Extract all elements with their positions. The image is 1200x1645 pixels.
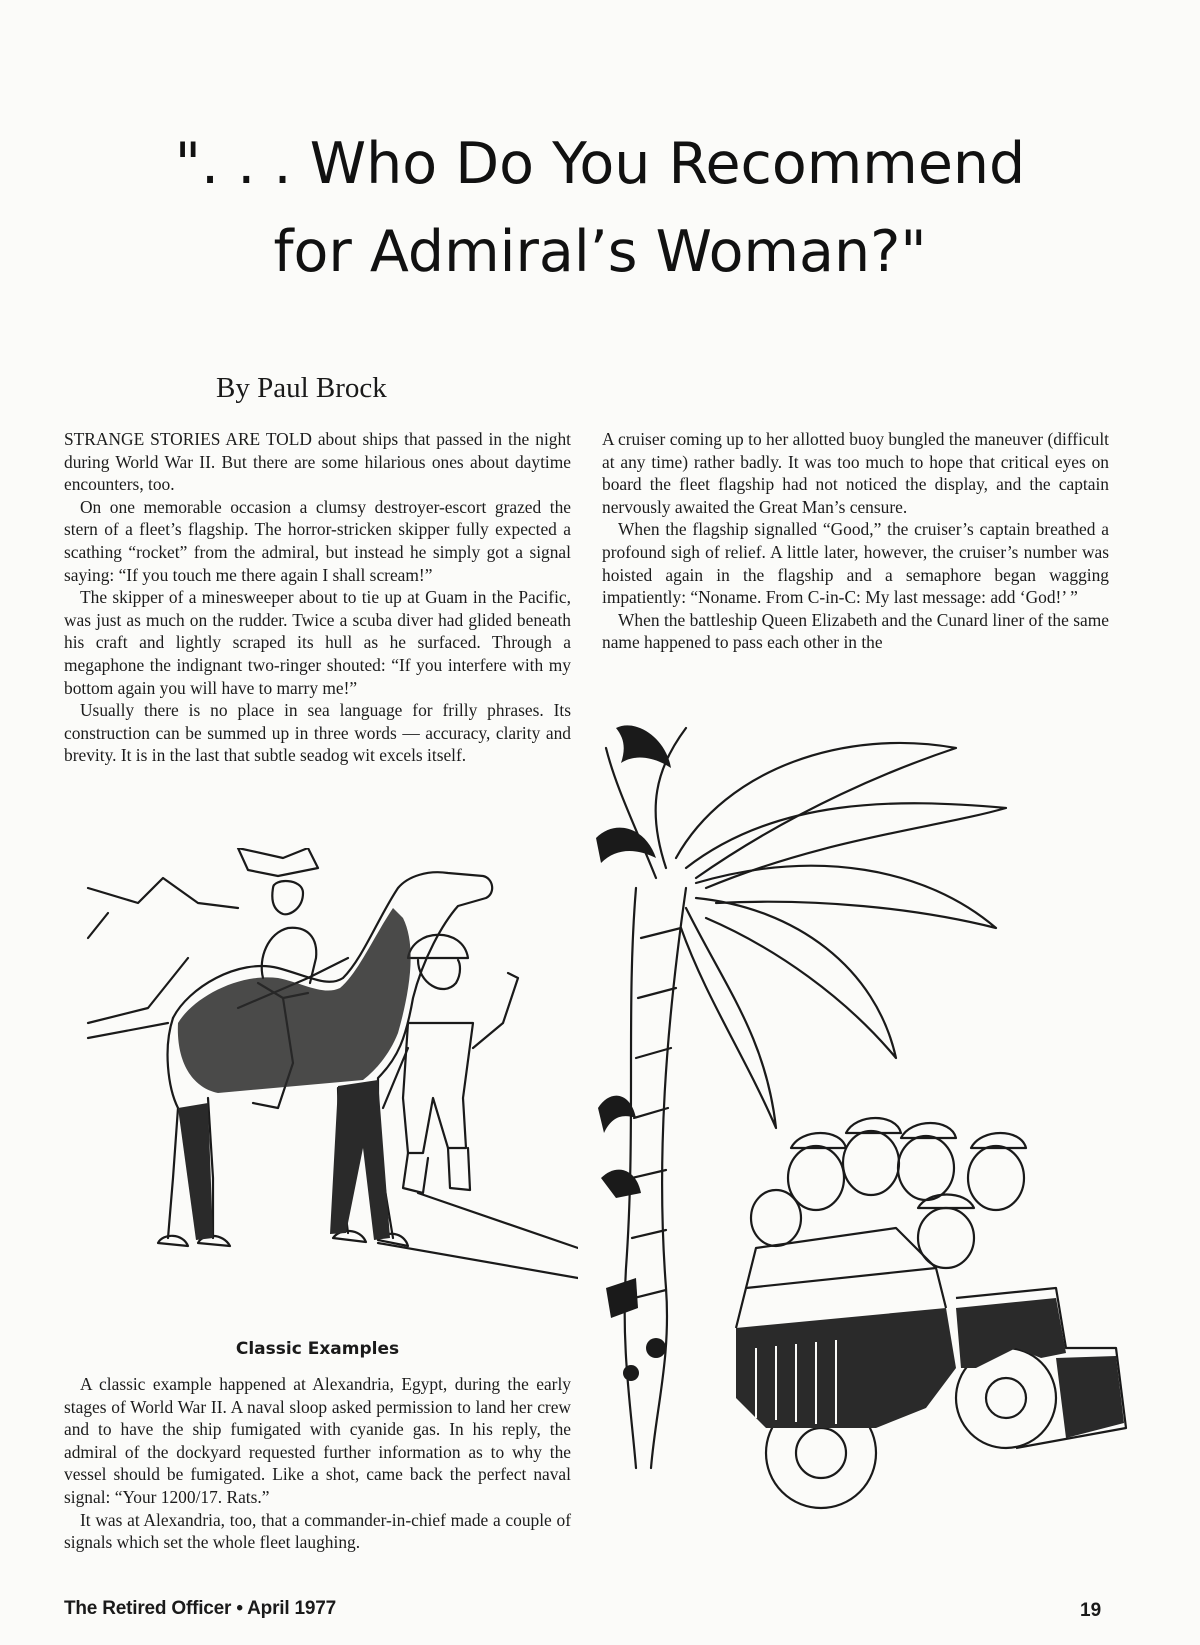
paragraph: STRANGE STORIES ARE TOLD about ships that passed in the night during World War II. But there are some hilarious ones about daytime encounters, too. [64,429,571,495]
paragraph: On one memorable occasion a clumsy destroyer-escort grazed the stern of a fleet’s flagship. The horror-stricken skipper fully expected a scathing “rocket” from the admiral, but instead he simply got a signal saying: “If you touch me there again I shall scream!” [64,496,571,585]
subhead-classic-examples: Classic Examples [235,1339,400,1359]
left-column-bottom [64,1373,571,1554]
paragraph: A classic example happened at Alexandria, Egypt, during the early stages of World War II. A naval sloop asked permission to land her crew and to have the ship fumigated with cyanide gas. In his reply, the admiral of the dockyard requested further information as to why the vessel should be fumigated. Like a shot, came back the perfect naval signal: “Your 1200/17. Rats.” [64,1374,571,1507]
paragraph: When the battleship Queen Elizabeth and the Cunard liner of the same name happened to pass each other in the [602,609,1109,653]
right-column-top [602,428,1109,654]
paragraph: Usually there is no place in sea language for frilly phrases. Its construction can be summed up in three words — accuracy, clarity and brevity. It is in the last that subtle seadog wit excels itself. [64,700,571,766]
camel-soldier-illustration [78,848,578,1328]
publication-footer: The Retired Officer • April 1977 [64,1598,336,1619]
title-line-1: ". . . Who Do You Recommend [174,131,1026,197]
article-title [60,120,1140,296]
paragraph: The skipper of a minesweeper about to tie up at Guam in the Pacific, was just as much on the rudder. Twice a scuba diver had glided beneath his craft and lightly scraped its hull as he surfaced. Through a megaphone the indignant two-ringer shouted: “If you interfere with my bottom again you will have to marry me!” [64,587,571,698]
byline: By Paul Brock [216,372,387,404]
title-line-2: for Admiral’s Woman?" [273,219,927,285]
page-number: 19 [1080,1600,1102,1621]
palm-jeep-illustration [596,708,1146,1538]
paragraph: When the flagship signalled “Good,” the cruiser’s captain breathed a profound sigh of relief. A little later, however, the cruiser’s number was hoisted again in the flagship and a semaphore began wagging impatiently: “Noname. From C-in-C: My last message: add ‘God!’ ” [602,519,1109,608]
paragraph: A cruiser coming up to her allotted buoy bungled the maneuver (difficult at any time) rather badly. It was too much to hope that critical eyes on board the fleet flagship had not noticed the display, and the captain nervously awaited the Great Man’s censure. [602,429,1109,517]
left-column-top [64,428,571,767]
paragraph: It was at Alexandria, too, that a commander-in-chief made a couple of signals which set the whole fleet laughing. [64,1509,571,1553]
